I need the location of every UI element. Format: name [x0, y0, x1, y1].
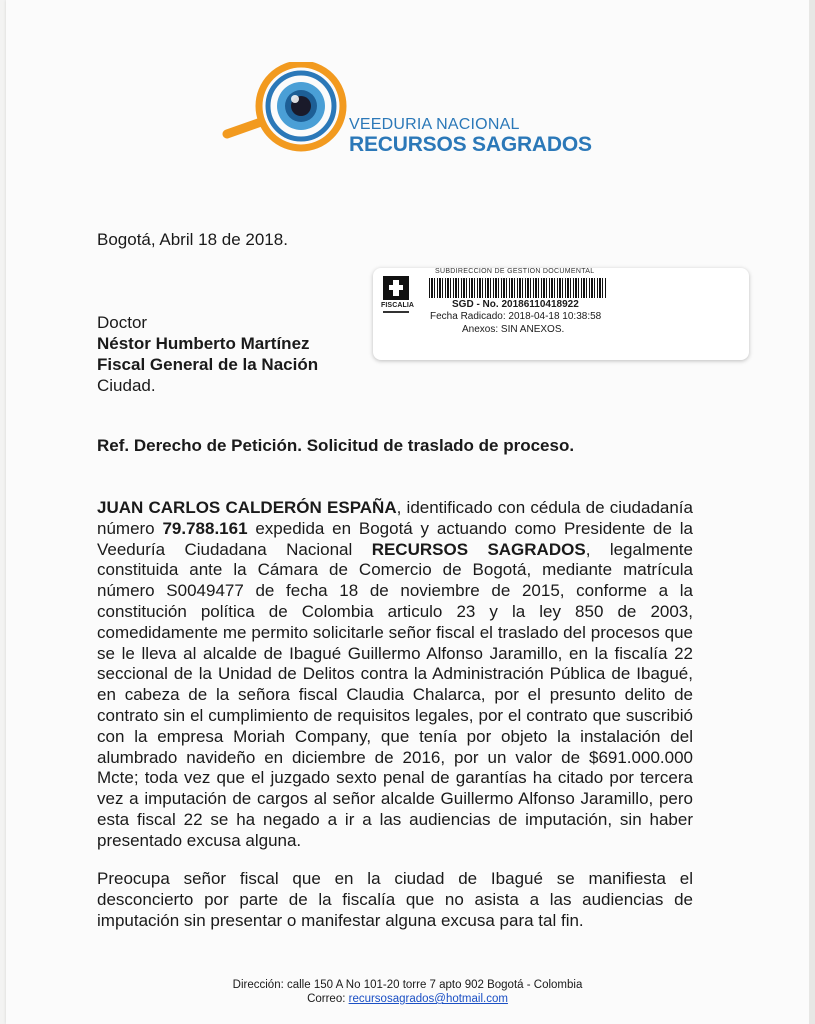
stamp-annexes: Anexos: SIN ANEXOS.	[462, 324, 565, 335]
addressee-salutation: Doctor	[97, 313, 148, 332]
addressee-position: Fiscal General de la Nación	[97, 355, 319, 374]
body-text-segment: expedida en Bogotá y actuando como Presidente de la Veeduría Ciudadana Nacional	[97, 518, 693, 559]
eye-magnifier-icon	[221, 62, 351, 167]
addressee-block	[97, 312, 318, 396]
organization-name: RECURSOS SAGRADOS	[371, 539, 586, 559]
stamp-header: SUBDIRECCION DE GESTION DOCUMENTAL	[435, 268, 595, 275]
petitioner-id: 79.788.161	[162, 518, 248, 538]
footer-address: Dirección: calle 150 A No 101-20 torre 7 apto 902 Bogotá - Colombia	[232, 979, 583, 991]
logo-line-1: VEEDURIA NACIONAL	[349, 116, 520, 133]
body-paragraph-1	[97, 498, 693, 852]
logo-line-2: RECURSOS SAGRADOS	[349, 133, 592, 156]
stamp-date: Fecha Radicado: 2018-04-18 10:38:58	[430, 311, 602, 322]
body-text-segment: , legalmente constituida ante la Cámara de Comercio de Bogotá, mediante matrícula número S0049477 de fecha 18 de noviembre de 2015, conforme a la constitución política de Colombia articulo 23 y la ley 850 de 2003, comedidamente me permito solicitarle señor fiscal el traslado del procesos que se le lleva al alcalde de Ibagué Guillermo Alfonso Jaramillo, en la fiscalía 22 seccional de la Unidad de Delitos contra la Administración Pública de Ibagué, en cabeza de la señora fiscal Claudia Chalarca, por el presunto delito de contrato sin el cumplimiento de requisitos legales, por el contrato que suscribió con la empresa Moriah Company, que tenía por objeto la instalación del alumbrado navideño en diciembre de 2016, por un valor de $691.000.000 Mcte; toda vez que el juzgado sexto penal de garantías ha citado por tercera vez a imputación de cargos al señor alcalde Guillermo Alfonso Jaramillo, pero esta fiscal 22 se ha negado a ir a las audiencias de imputación, sin haber presentado excusa alguna.	[97, 539, 693, 850]
page-edge	[809, 0, 815, 1024]
petitioner-name: JUAN CARLOS CALDERÓN ESPAÑA	[97, 498, 397, 517]
fiscalia-logo-text: FISCALIA	[381, 302, 415, 309]
footer-email-label: Correo:	[307, 993, 349, 1005]
body-paragraph-2: Preocupa señor fiscal que en la ciudad de Ibagué se manifiesta el desconcierto por parte de la fiscalía que no asista a las audiencias de imputación sin presentar o manifestar alguna excusa para tal fin.	[97, 869, 693, 930]
letter-footer	[6, 978, 809, 1006]
organization-logo	[221, 62, 601, 167]
filing-stamp	[373, 268, 749, 360]
fiscalia-emblem-icon	[383, 276, 409, 300]
addressee-name: Néstor Humberto Martínez	[97, 334, 310, 353]
letter-date: Bogotá, Abril 18 de 2018.	[97, 230, 288, 249]
letter-page	[6, 0, 809, 1024]
barcode	[429, 278, 607, 298]
reference-line: Ref. Derecho de Petición. Solicitud de traslado de proceso.	[97, 436, 575, 455]
stamp-sgd-number: SGD - No. 20186110418922	[452, 299, 579, 310]
fiscalia-logo	[381, 276, 415, 310]
addressee-city: Ciudad.	[97, 376, 156, 395]
footer-email-link[interactable]: recursosagrados@hotmail.com	[348, 993, 508, 1005]
footer-email-line	[6, 992, 809, 1006]
body-text-segment: , identificado con cédula de ciudadanía número	[97, 498, 693, 538]
